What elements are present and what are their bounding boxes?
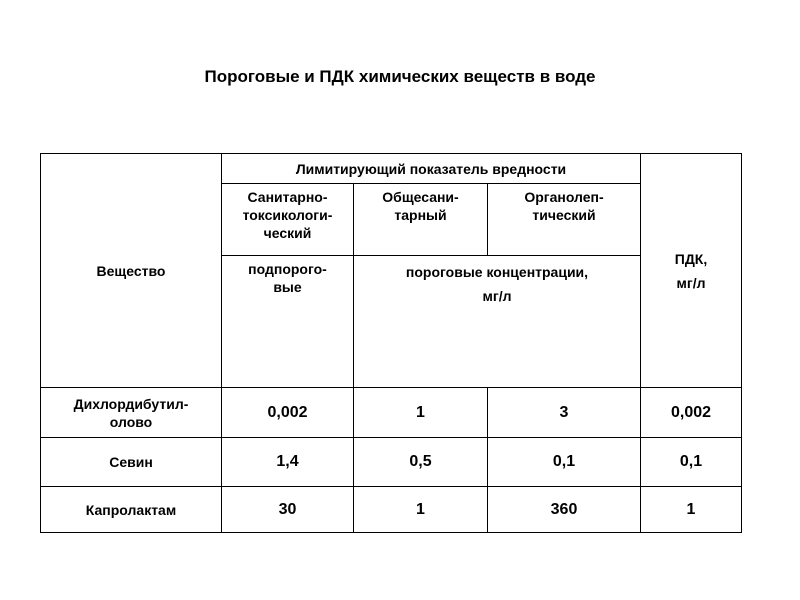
cell-general: 0,5	[354, 438, 488, 487]
table-row	[41, 388, 742, 438]
header-organoleptic: Органолеп- тический	[488, 184, 641, 256]
table-row	[41, 438, 742, 487]
header-general-sanitary: Общесани- тарный	[354, 184, 488, 256]
cell-organoleptic: 3	[488, 388, 641, 438]
header-limiting-indicator: Лимитирующий показатель вредности	[222, 154, 641, 184]
cell-general: 1	[354, 487, 488, 533]
cell-substance: Севин	[41, 438, 222, 487]
cell-sanitary: 0,002	[222, 388, 354, 438]
cell-pdk: 0,002	[641, 388, 742, 438]
cell-general: 1	[354, 388, 488, 438]
cell-pdk: 0,1	[641, 438, 742, 487]
cell-organoleptic: 360	[488, 487, 641, 533]
header-subthreshold: подпорого- вые	[222, 256, 354, 388]
header-sanitary: Санитарно- токсикологи- ческий	[222, 184, 354, 256]
header-pdk-line: ПДК,	[674, 250, 708, 267]
header-substance: Вещество	[41, 154, 222, 388]
cell-substance: Капролактам	[41, 487, 222, 533]
header-pdk-line: мг/л	[676, 274, 706, 291]
table-row	[41, 487, 742, 533]
header-threshold-concentrations: пороговые концентрации, мг/л	[354, 256, 641, 388]
cell-substance: Дихлордибутил- олово	[41, 388, 222, 438]
cell-organoleptic: 0,1	[488, 438, 641, 487]
cell-sanitary: 1,4	[222, 438, 354, 487]
page-title: Пороговые и ПДК химических веществ в воде	[204, 67, 596, 86]
header-pdk	[641, 154, 742, 388]
cell-pdk: 1	[641, 487, 742, 533]
cell-sanitary: 30	[222, 487, 354, 533]
pdk-table	[40, 153, 742, 533]
